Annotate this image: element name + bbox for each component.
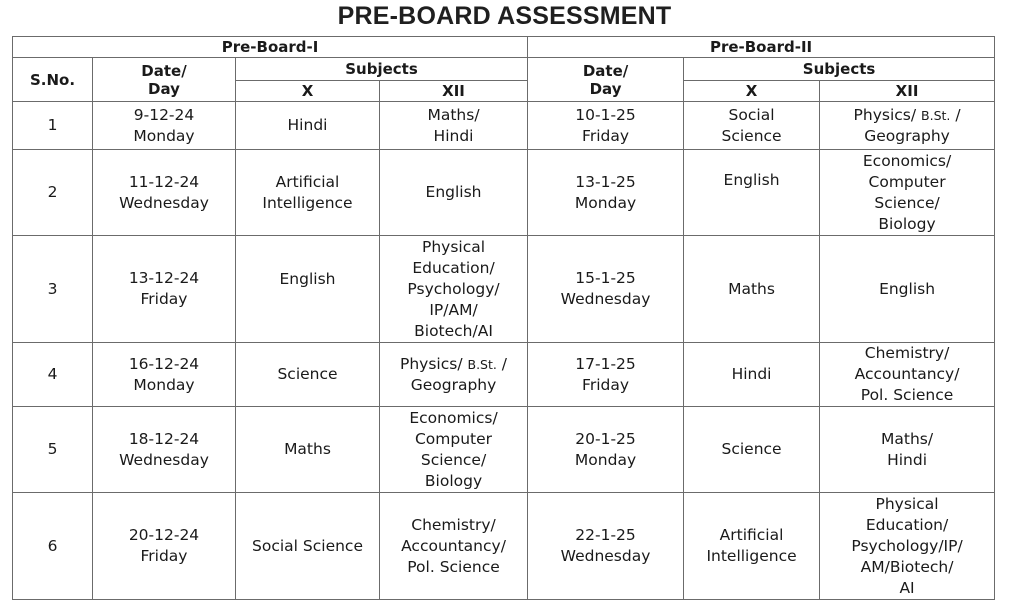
- date: 11-12-24: [128, 172, 200, 191]
- sno-cell: 4: [13, 343, 93, 407]
- date-day-cell: [93, 150, 236, 236]
- subject-line: English: [279, 270, 336, 288]
- subject-line: Intelligence: [706, 547, 797, 565]
- subject-line: Hindi: [887, 450, 928, 469]
- subject-text: /: [950, 105, 961, 124]
- date-day-cell: [93, 236, 236, 343]
- subject-line: [822, 105, 992, 126]
- subject-line: Psychology/IP/: [851, 536, 963, 555]
- date: 15-1-25: [575, 269, 636, 287]
- subject-line: Education/: [412, 258, 495, 277]
- subject-xii-cell: [820, 343, 995, 407]
- subject-line: Computer: [414, 429, 493, 448]
- date-day-cell: [93, 493, 236, 600]
- subject-line: Maths: [728, 279, 775, 298]
- header-class-xii-1: XII: [380, 81, 528, 102]
- header-subjects-2: Subjects: [684, 58, 995, 81]
- sno-cell: 5: [13, 407, 93, 493]
- subject-xii-cell: [380, 102, 528, 150]
- subject-line: Accountancy/: [401, 536, 506, 555]
- subject-line: Geography: [410, 375, 497, 394]
- subject-line: AM/Biotech/: [860, 557, 954, 576]
- header-class-x-2: X: [684, 81, 820, 102]
- day: Wednesday: [560, 290, 651, 308]
- day: Monday: [574, 450, 637, 469]
- date-day-cell: [528, 102, 684, 150]
- subject-xii-cell: [820, 407, 995, 493]
- subject-line: Social: [728, 105, 775, 124]
- header-preboard-1: Pre-Board-I: [13, 37, 528, 58]
- subject-line: Physical: [421, 237, 486, 256]
- subject-line: Biotech/AI: [414, 321, 493, 340]
- sno-cell: 6: [13, 493, 93, 600]
- subject-xii-cell: [380, 236, 528, 343]
- subject-x-cell: [236, 407, 380, 493]
- subject-xii-cell: [820, 150, 995, 236]
- subject-line: Artificial: [275, 172, 340, 191]
- sno-cell: 1: [13, 102, 93, 150]
- subject-abbrev: B.St.: [921, 107, 951, 123]
- subject-line: Artificial: [719, 526, 784, 544]
- subject-line: Education/: [865, 515, 949, 534]
- date: 16-12-24: [128, 354, 200, 373]
- subject-xii-cell: [380, 407, 528, 493]
- subject-line: Maths: [284, 440, 331, 458]
- date-day-cell: [528, 493, 684, 600]
- page-title: PRE-BOARD ASSESSMENT: [337, 2, 672, 30]
- subject-xii-cell: [380, 343, 528, 407]
- subject-line: Hindi: [433, 126, 474, 145]
- subject-x-cell: [684, 343, 820, 407]
- header-day-label: Day: [589, 79, 622, 98]
- date-day-cell: [528, 150, 684, 236]
- table-row: [13, 407, 995, 493]
- date: 17-1-25: [575, 354, 636, 373]
- subject-x-cell: [684, 236, 820, 343]
- subject-line: English: [425, 183, 482, 201]
- subject-line: Psychology/: [407, 279, 500, 298]
- subject-line: AI: [899, 578, 915, 597]
- sno-cell: 2: [13, 150, 93, 236]
- day: Wednesday: [119, 450, 209, 469]
- header-subjects-1: Subjects: [236, 58, 528, 81]
- header-class-x-1: X: [236, 81, 380, 102]
- date: 18-12-24: [128, 429, 200, 448]
- subject-line: Maths/: [427, 105, 480, 124]
- subject-x-cell: [684, 150, 820, 236]
- day: Monday: [133, 126, 195, 145]
- date: 9-12-24: [133, 105, 195, 124]
- header-preboard-2: Pre-Board-II: [528, 37, 995, 58]
- date-day-cell: [528, 407, 684, 493]
- day: Friday: [582, 126, 630, 145]
- subject-xii-cell: [820, 493, 995, 600]
- subject-line: Physical: [875, 494, 939, 513]
- table-row: [13, 236, 995, 343]
- subject-line: Pol. Science: [860, 386, 954, 404]
- header-date-label: Date/: [582, 61, 629, 80]
- subject-line: Chemistry/: [411, 515, 496, 534]
- subject-line: Chemistry/: [864, 344, 950, 362]
- subject-abbrev: B.St.: [467, 356, 497, 372]
- subject-line: Computer: [868, 172, 946, 191]
- subject-line: English: [723, 171, 780, 189]
- day: Wednesday: [119, 193, 209, 212]
- subject-line: Science/: [420, 450, 487, 469]
- day: Friday: [140, 290, 188, 308]
- date: 20-1-25: [575, 429, 636, 448]
- day: Monday: [574, 193, 637, 212]
- subject-line: Biology: [878, 214, 936, 233]
- date: 13-1-25: [575, 172, 636, 191]
- subject-line: Geography: [864, 126, 950, 145]
- header-day-label: Day: [148, 79, 180, 98]
- day: Friday: [582, 375, 630, 394]
- header-class-xii-2: XII: [820, 81, 995, 102]
- subject-text: Physics/: [400, 354, 468, 373]
- subject-line: Intelligence: [262, 193, 353, 212]
- subject-line: English: [879, 279, 936, 298]
- day: Monday: [133, 375, 195, 394]
- subject-x-cell: [236, 343, 380, 407]
- subject-xii-cell: [380, 493, 528, 600]
- subject-line: Maths/: [881, 429, 934, 448]
- subject-xii-cell: [380, 150, 528, 236]
- subject-line: Hindi: [287, 116, 328, 134]
- date-day-cell: [528, 343, 684, 407]
- subject-line: Social Science: [252, 536, 363, 555]
- subject-x-cell: [684, 407, 820, 493]
- subject-line: Science: [721, 126, 782, 145]
- subject-line: Economics/: [862, 151, 952, 170]
- date-day-cell: [93, 343, 236, 407]
- table-row: [13, 102, 995, 150]
- subject-x-cell: [236, 102, 380, 150]
- date: 20-12-24: [128, 526, 200, 544]
- day: Friday: [140, 547, 188, 565]
- header-date-day-1: [93, 58, 236, 102]
- header-date-label: Date/: [141, 61, 187, 80]
- subject-line: Accountancy/: [854, 365, 960, 383]
- subject-line: Biology: [424, 471, 483, 490]
- subject-line: Pol. Science: [407, 557, 500, 576]
- header-date-day-2: [528, 58, 684, 102]
- subject-x-cell: [684, 102, 820, 150]
- header-row-preboard: [13, 37, 995, 58]
- subject-line: Economics/: [409, 408, 498, 427]
- subject-line: Science: [277, 365, 338, 383]
- day: Wednesday: [560, 547, 651, 565]
- subject-text: /: [496, 354, 508, 373]
- subject-x-cell: [236, 150, 380, 236]
- table-row: [13, 150, 995, 236]
- header-sno: S.No.: [13, 58, 93, 102]
- date: 13-12-24: [128, 269, 200, 287]
- table-row: [13, 343, 995, 407]
- subject-x-cell: [684, 493, 820, 600]
- subject-line: [382, 354, 525, 375]
- subject-xii-cell: [820, 236, 995, 343]
- table-row: [13, 493, 995, 600]
- date-day-cell: [93, 407, 236, 493]
- subject-line: Science: [721, 440, 782, 458]
- exam-schedule-table: [12, 36, 995, 600]
- sno-cell: 3: [13, 236, 93, 343]
- subject-line: Hindi: [731, 365, 772, 383]
- date: 22-1-25: [575, 526, 636, 544]
- header-row-date-subjects: [13, 58, 995, 81]
- date-day-cell: [93, 102, 236, 150]
- subject-text: Physics/: [853, 105, 922, 124]
- date: 10-1-25: [575, 105, 636, 124]
- subject-line: IP/AM/: [429, 300, 478, 319]
- subject-x-cell: [236, 493, 380, 600]
- date-day-cell: [528, 236, 684, 343]
- subject-xii-cell: [820, 102, 995, 150]
- subject-x-cell: [236, 236, 380, 343]
- subject-line: Science/: [874, 193, 940, 212]
